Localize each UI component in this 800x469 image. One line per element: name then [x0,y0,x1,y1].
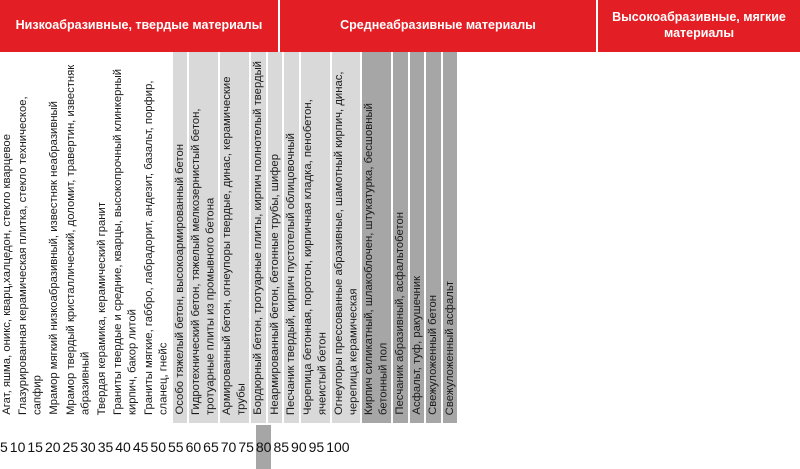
value-cell: 85 [273,425,291,469]
material-label: Свежуложенный бетон [427,295,440,415]
group-header-low-abrasive [0,0,280,52]
value-cell: 70 [221,425,239,469]
material-cell [142,52,173,423]
value-cell: 40 [115,425,133,469]
material-label: Мрамор твердый кристаллический, доломит, травертин, известняк абразивный [64,64,92,415]
material-cell [95,52,111,423]
material-label: Бордюрный бетон, тротуарные плиты, кирпич полнотелый твердый [252,61,265,415]
material-cell [251,52,267,423]
material-label: Армированный бетон, огнеупоры твердые, динас, керамические трубы [221,76,248,415]
value-cell: 80 [256,425,274,469]
material-label: Агат, яшма, оникс, кварц,халцедон, стекло кварцевое [1,134,13,415]
material-label: Кирпич силикатный, шлакоблочен, штукатурка, бесшовный бетонный пол [363,103,390,415]
material-label: Гидротехнический бетон, тяжелый мелкозернистый бетон, тротуарные плиты из промывного бетона [190,108,217,415]
group-header-label: Среднеабразивные материалы [340,18,536,33]
material-label-row [0,52,800,423]
material-cell [64,52,95,423]
value-cell: 95 [309,425,327,469]
material-cell [410,52,426,423]
material-label: Граниты мягкие, габбро, лабрадорит, андезит, базальт, порфир, сланец, гнейс [143,80,170,415]
material-label: Песчаник абразивный, асфальтобетон [394,212,407,415]
material-cell [443,52,457,423]
value-cell: 65 [203,425,221,469]
material-cell [0,52,16,423]
material-label: Особо тяжелый бетон, высокоармированный бетон [173,144,186,415]
material-label: Огнеупоры прессованные абразивные, шамотный кирпич, динас, черепица керамическая [332,71,359,415]
value-cell: 55 [168,425,186,469]
material-label: Неармированный бетон, бетонные трубы, шифер [268,154,281,415]
material-label: Черепица бетонная, поротон, кирпичная кладка, пенобетон, ячеистый бетон [301,99,329,415]
value-cell: 35 [98,425,116,469]
value-cell: 100 [326,425,349,469]
material-cell [301,52,332,423]
material-label: Глазурированная керамическая плитка, стекло техническое, сапфир [17,96,44,415]
value-cell: 45 [133,425,151,469]
material-cell [16,52,47,423]
material-label: Мрамор мягкий низкоабразивный, известняк неабразивный [48,101,61,415]
material-cell [220,52,251,423]
group-header-medium-abrasive [280,0,598,52]
group-header-label: Низкоабразивные, твердые материалы [15,18,263,33]
material-label: Свежуложенный асфальт [443,280,456,415]
value-cell: 50 [150,425,168,469]
material-cell [393,52,409,423]
material-cell [268,52,284,423]
material-label: Граниты твердые и средние, кварцы, высокопрочный клинкерный кирпич, бакор литой [112,68,139,415]
value-cell: 60 [186,425,204,469]
material-label: Твердая керамика, керамический гранит [95,201,108,415]
material-label: Асфальт, туф, ракушечник [410,276,423,415]
material-cell [332,52,363,423]
material-cell [173,52,189,423]
material-cell [47,52,63,423]
value-cell: 30 [80,425,98,469]
group-header-label: Высокоабразивные, мягкие материалы [612,10,786,40]
value-cell: 75 [238,425,256,469]
value-cell: 25 [63,425,81,469]
value-cell: 10 [10,425,28,469]
value-cell: 20 [45,425,63,469]
group-header-row [0,0,800,52]
material-cell [189,52,220,423]
material-label: Песчаник твердый, кирпич пустотелый облицовочный [285,132,298,415]
group-header-high-abrasive [598,0,800,52]
material-cell [111,52,142,423]
material-cell [362,52,393,423]
value-cell: 5 [0,425,10,469]
value-cell: 15 [27,425,45,469]
material-cell [426,52,442,423]
value-row [0,423,800,469]
material-cell [284,52,300,423]
value-cell: 90 [291,425,309,469]
